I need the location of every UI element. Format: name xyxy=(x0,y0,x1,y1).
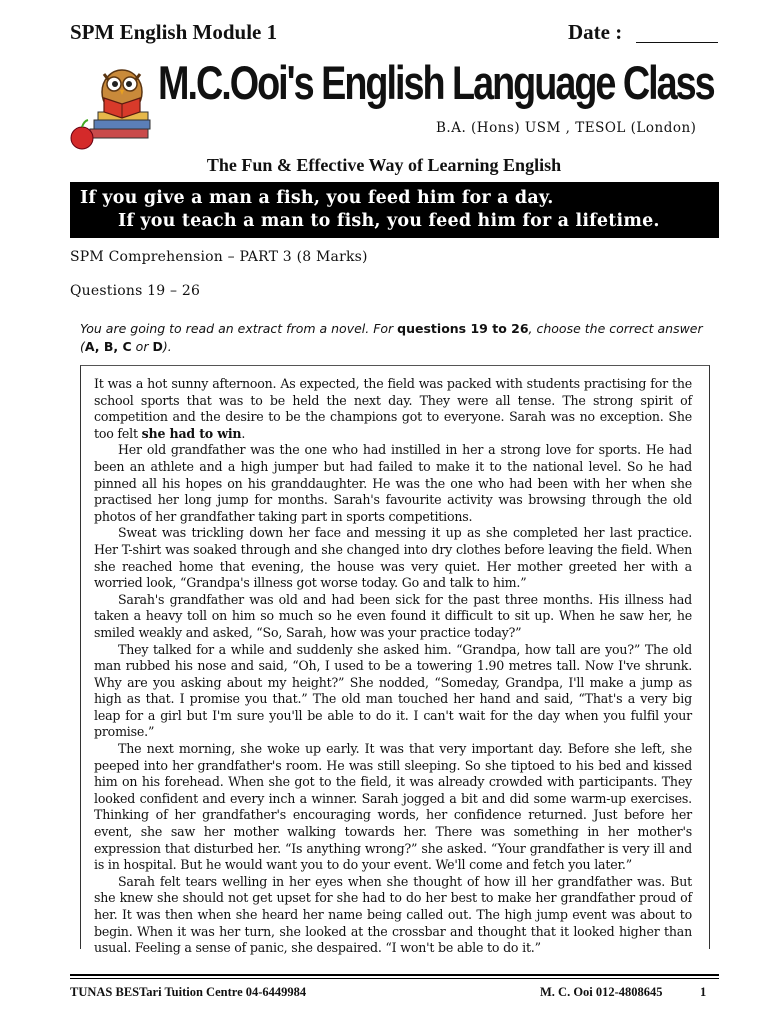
footer-rule xyxy=(70,974,719,976)
tagline: The Fun & Effective Way of Learning English xyxy=(206,155,562,175)
page-number: 1 xyxy=(700,985,707,999)
passage-paragraph-end: . xyxy=(241,425,246,441)
quote-banner xyxy=(70,182,719,238)
passage-bold-phrase: she had to win xyxy=(141,425,242,441)
instruction-text xyxy=(80,320,720,356)
date-label: Date : xyxy=(568,20,623,44)
quote-line-2: If you teach a man to fish, you feed him for a lifetime. xyxy=(118,211,660,231)
passage-paragraph xyxy=(94,376,692,442)
passage-paragraph: Her old grandfather was the one who had instilled in her a strong love for sports. He had been an athlete and a high jumper but had failed to make it to the national level. So he had pinned all his hopes on his granddaughter. He was the one who had been with her when she practised her long jump for months. Sarah's favourite activity was browsing through the old photos of her grandfather taking part in sports competitions. xyxy=(94,442,692,524)
date-blank-line xyxy=(636,42,718,43)
module-title: SPM English Module 1 xyxy=(70,20,278,44)
passage-paragraph: They talked for a while and suddenly she asked him. “Grandpa, how tall are you?” The old man rubbed his nose and said, “Oh, I used to be a towering 1.90 metres tall. Now I've shrunk. Why are you asking about my height?” She nodded, “Someday, Grandpa, I'll make a jump as high as that. I promise you that.” The old man touched her hand and said, “That's a very big leap for a girl but I'm sure you'll be able to do it. I can't wait for the day when you fulfil your promise.” xyxy=(94,641,692,740)
footer-centre-contact: TUNAS BESTari Tuition Centre 04-6449984 xyxy=(70,985,307,999)
passage-paragraph: The next morning, she woke up early. It was that very important day. Before she left, she peeped into her grandfather's room. He was still sleeping. So she tiptoed to his bed and kissed him on his forehead. When she got to the field, it was already crowded with participants. They looked confident and every inch a winner. Sarah jogged a bit and did some warm-up exercises. Thinking of her grandfather's encouraging words, her confidence returned. Just before her event, she saw her mother walking towards her. There was something in her mother's expression that disturbed her. “Is anything wrong?” she asked. “Your grandfather is very ill and is in hospital. But he would want you to do your event. We'll come and fetch you later.” xyxy=(94,741,692,873)
instruction-part: or xyxy=(131,339,153,354)
instruction-bold: questions 19 to 26 xyxy=(397,321,529,336)
passage-paragraph: Sarah's grandfather was old and had been sick for the past three months. His illness had taken a heavy toll on him so much so he even found it difficult to sit up. When he saw her, he smiled weakly and asked, “So, Sarah, how was your practice today?” xyxy=(94,591,692,640)
passage-paragraph: Sarah felt tears welling in her eyes when she thought of how ill her grandfather was. But she knew she should not get upset for she had to do her best to make her grandfather proud of her. It was then when she heard her name being called out. The high jump event was about to begin. When it was her turn, she looked at the crossbar and thought that it looked higher than usual. Feeling a sense of panic, she despaired. “I won't be able to do it.” xyxy=(94,873,692,956)
instruction-part: , choose the correct answer ( xyxy=(80,321,703,354)
passage-text xyxy=(94,376,692,957)
section-part-heading: SPM Comprehension – PART 3 (8 Marks) xyxy=(70,249,368,265)
owl-reading-book-icon xyxy=(64,58,160,154)
passage-paragraph-text: It was a hot sunny afternoon. As expected, the field was packed with students practising for the school sports that was to be held the next day. They were all tense. The strong spirit of competition and the desire to be the champions got to everyone. Sarah was no exception. She too felt xyxy=(94,376,692,441)
footer-rule xyxy=(70,978,719,979)
quote-line-1: If you give a man a fish, you feed him for a day. xyxy=(80,188,554,208)
brand-title: M.C.Ooi's English Language Class xyxy=(158,56,714,110)
instruction-part: ). xyxy=(162,339,172,354)
instruction-bold: D xyxy=(152,339,163,354)
footer-teacher-contact: M. C. Ooi 012-4808645 xyxy=(540,985,663,999)
credentials: B.A. (Hons) USM , TESOL (London) xyxy=(436,120,697,136)
passage-paragraph: Sweat was trickling down her face and messing it up as she completed her last practice. Her T-shirt was soaked through and she changed into dry clothes before leaving the field. When she reached home that evening, the house was very quiet. Her mother greeted her with a worried look, “Grandpa's illness got worse today. Go and talk to him.” xyxy=(94,525,692,591)
instruction-bold: A, B, C xyxy=(84,339,132,354)
section-questions-heading: Questions 19 – 26 xyxy=(70,283,201,299)
instruction-part: You are going to read an extract from a novel. For xyxy=(80,321,398,336)
